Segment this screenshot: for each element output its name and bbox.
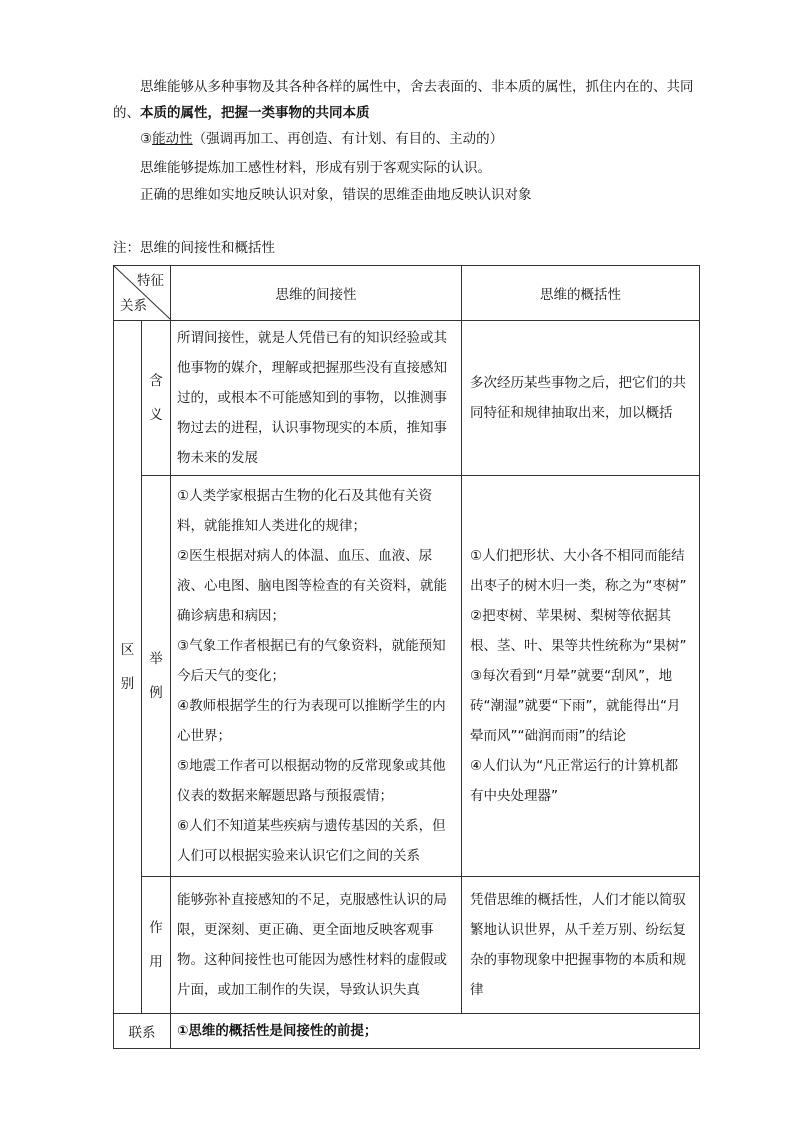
header-corner-cell [114, 266, 171, 321]
paragraph-abstraction [113, 74, 703, 126]
example-indirect-item: ③气象工作者根据已有的气象资料，就能预知今后天气的变化； [177, 638, 446, 684]
example-general-item: ①人们把形状、大小各不相同而能结出枣子的树木归一类，称之为“枣树” [470, 548, 687, 594]
table-row-examples [114, 476, 700, 877]
example-indirect-item: ①人类学家根据古生物的化石及其他有关资料，就能推知人类进化的规律； [177, 488, 433, 534]
initiative-desc: （强调再加工、再创造、有计划、有目的、主动的） [192, 131, 504, 147]
example-indirect-item: ⑤地震工作者可以根据动物的反常现象或其他仪表的数据来解题思路与预报震情； [177, 758, 446, 804]
meaning-indirectness: 所谓间接性，就是人凭借已有的知识经验或其他事物的媒介，理解或把握那些没有直接感知过的，或根本不可能感知到的事物，以推测事物过去的进程，认识事物现实的本质，推知事物未来的发展 [171, 321, 462, 476]
function-indirectness: 能够弥补直接感知的不足，克服感性认识的局限，更深刻、更正确、更全面地反映客观事物。这种间接性也可能因为感性材料的虚假或片面，或加工制作的失误，导致认识失真 [171, 877, 462, 1014]
header-generality: 思维的概括性 [462, 266, 700, 321]
comparison-table [113, 265, 700, 1049]
paragraph-abstraction-text-a: 思维能够从多种事物及其各种各样的属性中，舍去表面的、非本质的属性，抓住内在的、共同的、 [113, 79, 694, 121]
corner-relation-label: 关系 [120, 298, 147, 314]
example-general-item: ④人们认为“凡正常运行的计算机都有中央处理器” [470, 758, 679, 804]
examples-generality [462, 476, 700, 877]
table-note: 注：思维的间接性和概括性 [113, 240, 275, 256]
paragraph-correct-thinking: 正确的思维如实地反映认识对象，错误的思维歪曲地反映认识对象 [140, 187, 532, 203]
row-label-link: 联系 [114, 1014, 171, 1049]
row-label-meaning: 含 义 [142, 321, 171, 476]
paragraph-abstraction-text-b: 本质的属性，把握一类事物的共同本质 [140, 105, 370, 121]
link-text: ①思维的概括性是间接性的前提； [171, 1014, 700, 1049]
example-indirect-item: ④教师根据学生的行为表现可以推断学生的内心世界； [177, 698, 446, 744]
example-indirect-item: ②医生根据对病人的体温、血压、血液、尿液、心电图、脑电图等检查的有关资料，就能确诊病患和病因； [177, 548, 447, 624]
table-row-meaning [114, 321, 700, 476]
initiative-mark: ③ [140, 131, 153, 147]
table-row-function [114, 877, 700, 1014]
row-label-examples: 举 例 [142, 476, 171, 877]
example-general-item: ③每次看到“月晕”就要“刮风”，地砖“潮湿”就要“下雨”，就能得出“月晕而风”“础润而雨”的结论 [470, 668, 681, 744]
row-label-function: 作 用 [142, 877, 171, 1014]
example-indirect-item: ⑥人们不知道某些疾病与遗传基因的关系，但人们可以根据实验来认识它们之间的关系 [177, 818, 446, 864]
table-row-link [114, 1014, 700, 1049]
group-difference-label: 区 别 [114, 321, 142, 1014]
paragraph-initiative-text: 思维能够提炼加工感性材料，形成有别于客观实际的认识。 [140, 160, 491, 176]
corner-feature-label: 特征 [137, 273, 164, 289]
example-general-item: ②把枣树、苹果树、梨树等依据其根、茎、叶、果等共性统称为“果树” [470, 608, 687, 654]
paragraph-initiative-heading [113, 126, 703, 152]
header-indirectness: 思维的间接性 [171, 266, 462, 321]
examples-indirectness [171, 476, 462, 877]
initiative-term: 能动性 [152, 131, 193, 147]
table-header-row [114, 266, 700, 321]
function-generality: 凭借思维的概括性，人们才能以简驭繁地认识世界，从千差万别、纷纭复杂的事物现象中把握事物的本质和规律 [462, 877, 700, 1014]
meaning-generality: 多次经历某些事物之后，把它们的共同特征和规律抽取出来，加以概括 [462, 321, 700, 476]
